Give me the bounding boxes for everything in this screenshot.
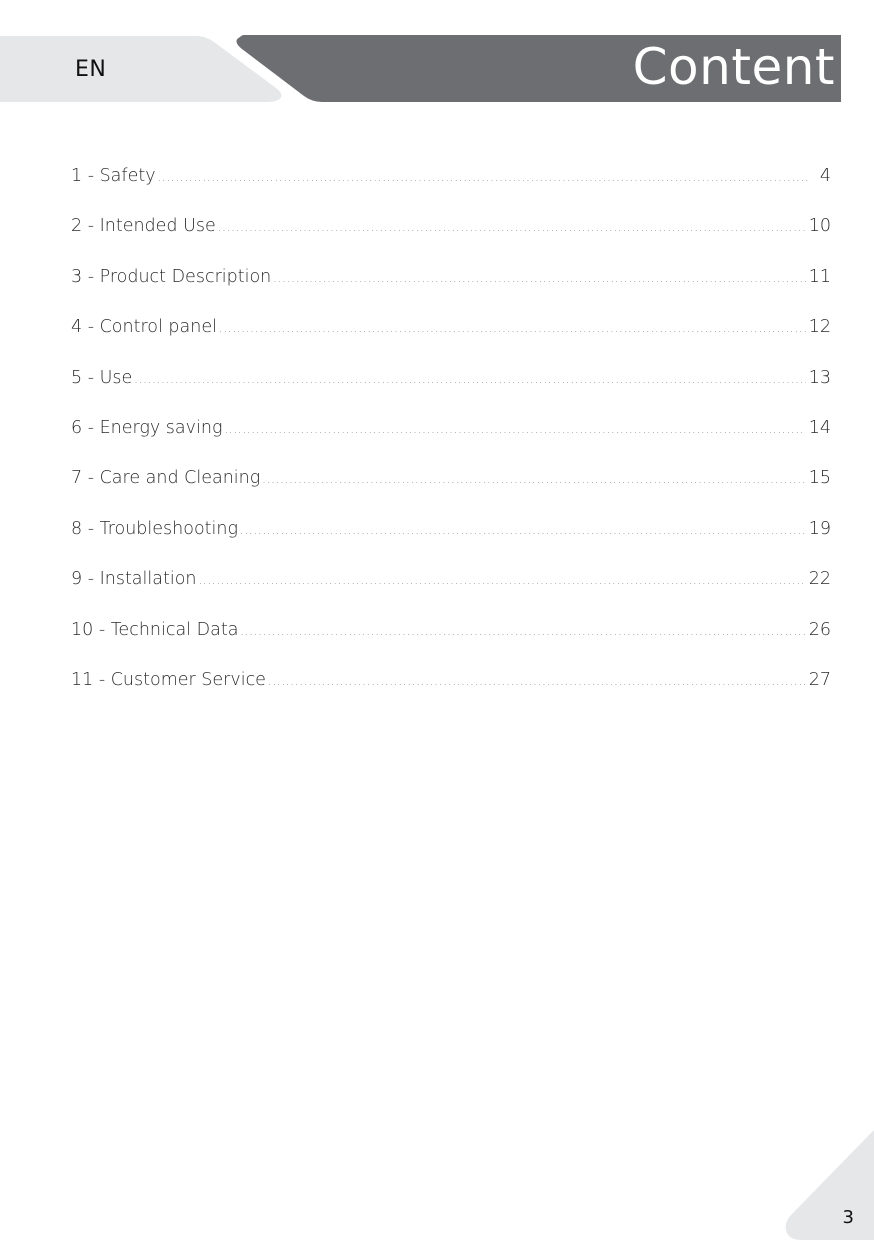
toc-dot-leader	[199, 574, 806, 587]
toc-entry-page: 19	[808, 518, 831, 539]
toc-dot-leader	[158, 171, 808, 184]
table-of-contents	[71, 166, 831, 720]
toc-entry-page: 13	[808, 367, 831, 388]
toc-entry-title: 2 - Intended Use	[71, 216, 216, 237]
toc-dot-leader	[240, 625, 805, 638]
toc-entry-product-description[interactable]	[71, 267, 831, 317]
toc-entry-title: 3 - Product Description	[71, 266, 272, 287]
toc-entry-page: 10	[808, 216, 831, 237]
toc-entry-title: 6 - Energy saving	[71, 417, 223, 438]
toc-entry-control-panel[interactable]	[71, 317, 831, 367]
language-label: EN	[75, 57, 107, 82]
toc-dot-leader	[273, 272, 805, 285]
toc-entry-safety[interactable]	[71, 166, 831, 216]
toc-dot-leader	[219, 322, 806, 335]
toc-entry-title: 9 - Installation	[71, 569, 197, 590]
toc-entry-title: 1 - Safety	[71, 166, 156, 186]
page-title: Content	[632, 38, 835, 96]
toc-entry-title: 7 - Care and Cleaning	[71, 468, 261, 489]
page-number: 3	[842, 1207, 854, 1228]
toc-entry-title: 8 - Troubleshooting	[71, 518, 238, 539]
toc-entry-page: 12	[808, 317, 831, 338]
toc-dot-leader	[134, 373, 805, 386]
toc-entry-page: 22	[808, 569, 831, 590]
toc-entry-title: 5 - Use	[71, 367, 133, 388]
toc-entry-customer-service[interactable]	[71, 670, 831, 720]
toc-dot-leader	[218, 221, 806, 234]
toc-entry-page: 11	[808, 266, 831, 287]
toc-dot-leader	[262, 473, 805, 486]
toc-entry-use[interactable]	[71, 368, 831, 418]
toc-dot-leader	[268, 675, 806, 688]
toc-entry-page: 27	[808, 669, 831, 690]
toc-entry-title: 10 - Technical Data	[71, 619, 239, 640]
toc-entry-energy-saving[interactable]	[71, 418, 831, 468]
toc-entry-page: 15	[808, 468, 831, 489]
toc-entry-page: 4	[819, 166, 831, 186]
toc-entry-page: 26	[808, 619, 831, 640]
page-corner-tab	[784, 1130, 874, 1240]
toc-entry-troubleshooting[interactable]	[71, 519, 831, 569]
toc-entry-page: 14	[808, 417, 831, 438]
toc-entry-care-and-cleaning[interactable]	[71, 468, 831, 518]
toc-dot-leader	[240, 524, 806, 537]
toc-dot-leader	[224, 423, 805, 436]
toc-entry-title: 11 - Customer Service	[71, 669, 266, 690]
toc-entry-installation[interactable]	[71, 569, 831, 619]
toc-entry-title: 4 - Control panel	[71, 317, 217, 338]
toc-entry-technical-data[interactable]	[71, 620, 831, 670]
toc-entry-intended-use[interactable]	[71, 216, 831, 266]
